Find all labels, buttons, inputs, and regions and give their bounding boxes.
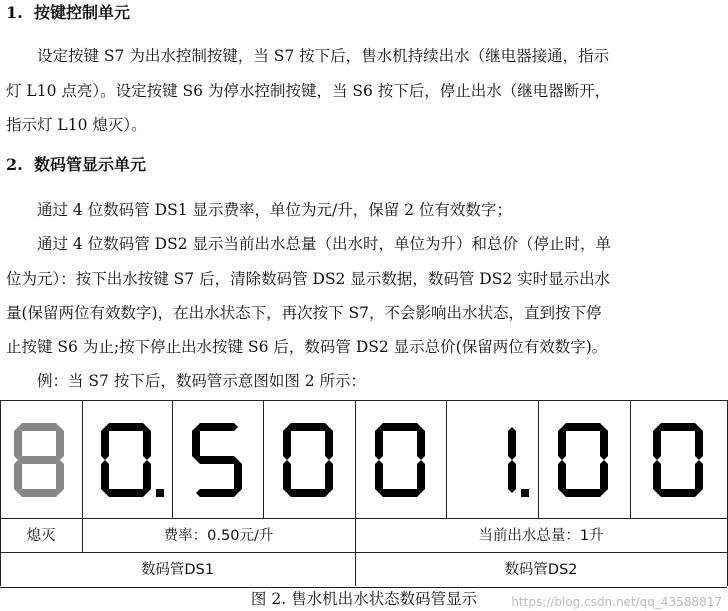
segment-b: [143, 427, 151, 460]
segment-d: [379, 489, 421, 497]
section2-line-2: 通过 4 位数码管 DS2 显示当前出水总量（出水时，单位为升）和总价（停止时，单: [37, 235, 611, 253]
digit-cell-5: [355, 401, 446, 519]
segment-e: [375, 460, 383, 493]
section1-number: 1.: [6, 3, 23, 22]
volume-label: 当前出水总量：1升: [478, 528, 604, 544]
segment-f: [14, 427, 22, 460]
rate-label: 费率：0.50元/升: [163, 528, 274, 544]
segment-e: [101, 460, 109, 493]
seven-segment-digit-6: [447, 401, 539, 519]
divider-off-rate: [82, 518, 83, 552]
section2-line-6: 例：当 S7 按下后，数码管示意图如图 2 所示：: [37, 372, 367, 390]
segment-a: [379, 423, 421, 431]
group-label-row: [0, 552, 727, 588]
ds2-label: 数码管DS2: [504, 562, 578, 578]
segment-d: [18, 489, 60, 497]
segment-d: [657, 489, 699, 497]
segment-c: [417, 460, 425, 493]
segment-c: [143, 460, 151, 493]
section1-heading: [6, 2, 130, 24]
digit-cell-4: [263, 401, 355, 519]
segment-d: [196, 489, 238, 497]
segment-d: [105, 489, 147, 497]
segment-a: [18, 423, 60, 431]
digit-cell-3: [172, 401, 263, 519]
segment-d: [287, 489, 329, 497]
segment-g: [196, 456, 238, 464]
segment-c: [695, 460, 703, 493]
section1-line-3: 指示灯 L10 熄灭）。: [6, 116, 147, 134]
section1-line-1: 设定按键 S7 为出水控制按键，当 S7 按下后，售水机持续出水（继电器接通，指示: [37, 47, 610, 65]
section1-title: 按键控制单元: [34, 3, 131, 22]
seven-segment-digit-4: [264, 401, 356, 519]
segment-b: [695, 427, 703, 460]
segment-f: [283, 427, 291, 460]
decimal-point: [521, 489, 529, 497]
label-row: [0, 518, 727, 553]
segment-f: [375, 427, 383, 460]
divider-ds1-ds2: [355, 518, 356, 586]
segment-c: [325, 460, 333, 493]
segment-e: [283, 460, 291, 493]
segment-f: [192, 427, 200, 460]
segment-a: [105, 423, 147, 431]
seven-segment-digit-8: [631, 401, 728, 519]
digit-row: [0, 400, 727, 519]
segment-c: [600, 460, 608, 493]
table-border-left: [0, 400, 1, 586]
segment-c: [56, 460, 64, 493]
digit-cell-1: [0, 401, 82, 519]
segment-a: [287, 423, 329, 431]
ds1-label: 数码管DS1: [140, 562, 215, 578]
watermark-url: https://blog.csdn.net/qq_43588817: [511, 595, 722, 609]
segment-e: [14, 460, 22, 493]
segment-e: [558, 460, 566, 493]
seven-segment-digit-1: [0, 401, 82, 519]
segment-f: [558, 427, 566, 460]
segment-b: [325, 427, 333, 460]
segment-b: [508, 427, 516, 460]
seven-segment-digit-7: [539, 401, 631, 519]
segment-a: [657, 423, 699, 431]
section2-number: 2.: [6, 155, 23, 174]
figure-caption: 图 2. 售水机出水状态数码管显示: [250, 590, 478, 608]
segment-f: [101, 427, 109, 460]
segment-g: [18, 456, 60, 464]
seven-segment-digit-3: [173, 401, 264, 519]
section2-line-4: 量(保留两位有效数字)，在出水状态下，再次按下 S7，不会影响出水状态，直到按下停: [6, 304, 602, 322]
section2-line-5: 止按键 S6 为止;按下停止出水按键 S6 后，数码管 DS2 显示总价(保留两位有效数字)。: [6, 338, 608, 356]
off-label: 熄灭: [26, 528, 56, 544]
segment-b: [417, 427, 425, 460]
segment-c: [234, 460, 242, 493]
segment-e: [653, 460, 661, 493]
section1-line-2: 灯 L10 点亮）。设定按键 S6 为停水控制按键，当 S6 按下后，停止出水（继电器断开，: [6, 82, 611, 100]
segment-a: [196, 423, 238, 431]
decimal-point: [156, 489, 164, 497]
digit-cell-8: [630, 401, 727, 519]
digit-cell-6: [446, 401, 538, 519]
digit-cell-7: [538, 401, 630, 519]
section2-line-3: 位为元）：按下出水按键 S7 后，清除数码管 DS2 显示数据，数码管 DS2 实时显示出水: [6, 270, 611, 288]
seven-segment-digit-2: [83, 401, 173, 519]
seven-segment-digit-5: [356, 401, 447, 519]
segment-b: [600, 427, 608, 460]
segment-b: [56, 427, 64, 460]
digit-cell-2: [82, 401, 172, 519]
section2-heading: [6, 154, 146, 176]
section2-title: 数码管显示单元: [34, 155, 147, 174]
segment-a: [562, 423, 604, 431]
section2-line-1: 通过 4 位数码管 DS1 显示费率，单位为元/升，保留 2 位有效数字；: [37, 201, 512, 219]
segment-d: [562, 489, 604, 497]
segment-c: [508, 460, 516, 493]
segment-f: [653, 427, 661, 460]
seven-segment-display-figure: [0, 400, 727, 586]
